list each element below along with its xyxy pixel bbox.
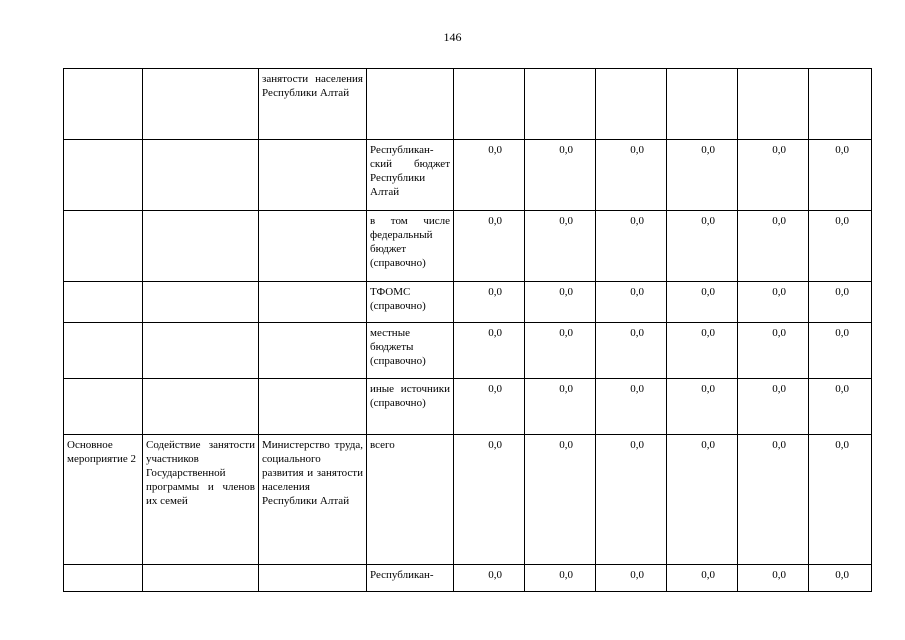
table-cell-text: местные бюджеты (справочно) (367, 323, 454, 379)
table-cell-text (143, 379, 259, 435)
table-cell-value: 0,0 (596, 282, 667, 323)
table-cell-value: 0,0 (809, 565, 872, 592)
table-cell-value (525, 69, 596, 140)
table-cell-text (64, 211, 143, 282)
table-cell-value (596, 69, 667, 140)
table-cell-value: 0,0 (667, 435, 738, 565)
table-cell-value (738, 69, 809, 140)
table-cell-text (143, 282, 259, 323)
table-cell-value: 0,0 (525, 435, 596, 565)
table-row (64, 435, 872, 565)
table-cell-text: ТФОМС (справочно) (367, 282, 454, 323)
table-cell-value: 0,0 (454, 379, 525, 435)
table-cell-value: 0,0 (738, 211, 809, 282)
table-cell-value: 0,0 (738, 282, 809, 323)
table-cell-text (259, 565, 367, 592)
table-cell-value: 0,0 (738, 565, 809, 592)
table-cell-value (667, 69, 738, 140)
table-cell-value: 0,0 (667, 140, 738, 211)
table-cell-text: Содействие занятости участников Государственной программы и членов их семей (143, 435, 259, 565)
table-cell-value: 0,0 (596, 323, 667, 379)
table-cell-value: 0,0 (525, 323, 596, 379)
table-cell-text (259, 282, 367, 323)
table-cell-text (259, 323, 367, 379)
table-cell-text (64, 140, 143, 211)
table-cell-text (64, 323, 143, 379)
table-cell-text: занятости населения Республики Алтай (259, 69, 367, 140)
table-cell-value: 0,0 (525, 140, 596, 211)
table-cell-text: Республикан- (367, 565, 454, 592)
table-row (64, 565, 872, 592)
table-row (64, 69, 872, 140)
table-cell-value: 0,0 (454, 211, 525, 282)
table-row (64, 211, 872, 282)
table-cell-value: 0,0 (738, 435, 809, 565)
table-cell-value: 0,0 (454, 140, 525, 211)
table-cell-value: 0,0 (454, 565, 525, 592)
table-cell-value: 0,0 (525, 282, 596, 323)
table-row (64, 282, 872, 323)
table-cell-value: 0,0 (596, 435, 667, 565)
table-cell-value: 0,0 (667, 565, 738, 592)
table-cell-text: Республикан-ский бюджет Республики Алтай (367, 140, 454, 211)
table-cell-text (64, 69, 143, 140)
table-cell-value: 0,0 (809, 435, 872, 565)
table-cell-text (367, 69, 454, 140)
table-cell-text: всего (367, 435, 454, 565)
budget-table (63, 68, 872, 592)
table-cell-text (64, 282, 143, 323)
table-cell-value (454, 69, 525, 140)
table-cell-text (259, 379, 367, 435)
table-cell-text (143, 565, 259, 592)
table-cell-value: 0,0 (738, 379, 809, 435)
table-cell-value: 0,0 (667, 323, 738, 379)
table-cell-value: 0,0 (525, 211, 596, 282)
table-cell-text: в том числе федеральный бюджет (справочно) (367, 211, 454, 282)
table-cell-value: 0,0 (809, 323, 872, 379)
table-cell-text (259, 211, 367, 282)
table-cell-value: 0,0 (454, 323, 525, 379)
table-cell-text: Основное мероприятие 2 (64, 435, 143, 565)
table-cell-value: 0,0 (454, 435, 525, 565)
table-cell-text (64, 379, 143, 435)
table-row (64, 140, 872, 211)
table-cell-text (64, 565, 143, 592)
table-cell-value: 0,0 (596, 211, 667, 282)
table-row (64, 379, 872, 435)
table-cell-value (809, 69, 872, 140)
table-cell-text (143, 211, 259, 282)
table-cell-value: 0,0 (809, 379, 872, 435)
table-cell-text (259, 140, 367, 211)
table-cell-value: 0,0 (525, 565, 596, 592)
table-cell-value: 0,0 (525, 379, 596, 435)
table-cell-text (143, 69, 259, 140)
table-cell-value: 0,0 (809, 211, 872, 282)
table-cell-text (143, 140, 259, 211)
table-cell-value: 0,0 (667, 379, 738, 435)
table-cell-text: иные источники (справочно) (367, 379, 454, 435)
table-cell-value: 0,0 (667, 211, 738, 282)
page-number: 146 (443, 30, 462, 44)
table-cell-text: Министерство труда, социального развития и занятости населения Республики Алтай (259, 435, 367, 565)
table-cell-value: 0,0 (596, 140, 667, 211)
table-cell-value: 0,0 (454, 282, 525, 323)
table-cell-value: 0,0 (667, 282, 738, 323)
table-cell-text (143, 323, 259, 379)
table-body (64, 69, 872, 592)
table-cell-value: 0,0 (738, 323, 809, 379)
table-cell-value: 0,0 (738, 140, 809, 211)
table-cell-value: 0,0 (596, 565, 667, 592)
table-cell-value: 0,0 (809, 140, 872, 211)
table-row (64, 323, 872, 379)
table-cell-value: 0,0 (596, 379, 667, 435)
table-cell-value: 0,0 (809, 282, 872, 323)
